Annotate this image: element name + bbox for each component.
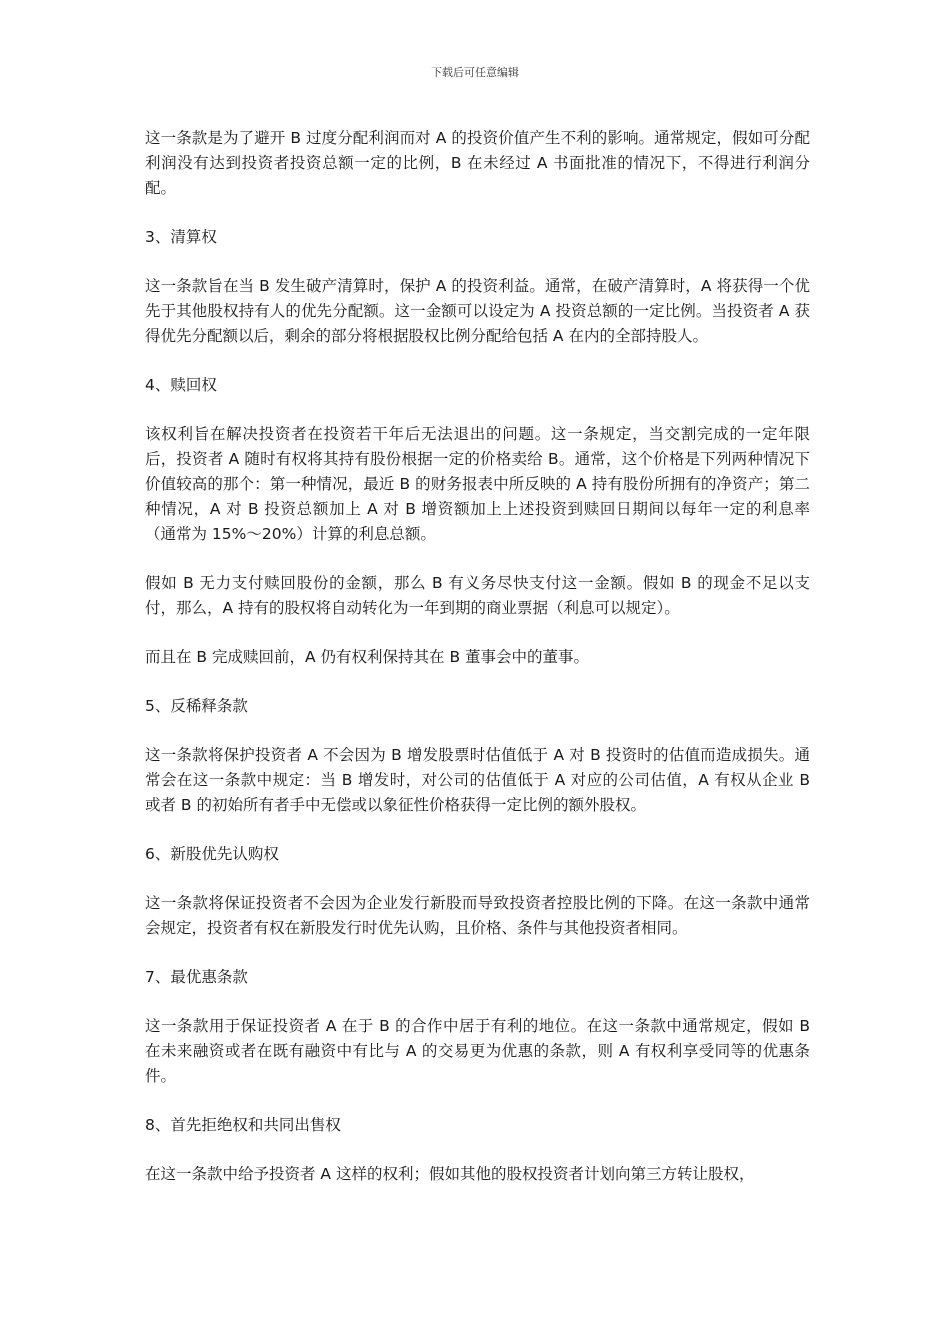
paragraph-anti-dilution: 这一条款将保护投资者 A 不会因为 B 增发股票时估值低于 A 对 B 投资时的估值而造成损失。通常会在这一条款中规定：当 B 增发时，对公司的估值低于 A 对应的公司估值，A 有权从企业 B 或者 B 的初始所有者手中无偿或以象征性价格获得一定比例的额外股权。 xyxy=(145,746,810,814)
paragraph-redemption-right-3: 而且在 B 完成赎回前，A 仍有权利保持其在 B 董事会中的董事。 xyxy=(145,648,590,666)
paragraph-profit-distribution: 这一条款是为了避开 B 过度分配利润而对 A 的投资价值产生不利的影响。通常规定，假如可分配利润没有达到投资者投资总额一定的比例，B 在未经过 A 书面批准的情况下，不得进行利润分配。 xyxy=(145,129,810,197)
heading-liquidation-right: 3、清算权 xyxy=(145,228,217,246)
heading-redemption-right: 4、赎回权 xyxy=(145,376,217,394)
page-header: 下载后可任意编辑 xyxy=(431,66,519,79)
paragraph-redemption-right-2: 假如 B 无力支付赎回股份的金额，那么 B 有义务尽快支付这一金额。假如 B 的现金不足以支付，那么，A 持有的股权将自动转化为一年到期的商业票据（利息可以规定）。 xyxy=(145,574,810,617)
document-body xyxy=(145,126,810,1187)
heading-most-favored: 7、最优惠条款 xyxy=(145,968,248,986)
paragraph-most-favored: 这一条款用于保证投资者 A 在于 B 的合作中居于有利的地位。在这一条款中通常规定，假如 B 在未来融资或者在既有融资中有比与 A 的交易更为优惠的条款，则 A 有权利享受同等的优惠条件。 xyxy=(145,1017,810,1085)
paragraph-redemption-right-1: 该权利旨在解决投资者在投资若干年后无法退出的问题。这一条规定，当交割完成的一定年限后，投资者 A 随时有权将其持有股份根据一定的价格卖给 B。通常，这个价格是下列两种情况下价值较高的那个：第一种情况，最近 B 的财务报表中所反映的 A 持有股份所拥有的净资产；第二种情况，A 对 B 投资总额加上 A 对 B 增资额加上上述投资到赎回日期间以每年一定的利息率（通常为 15%～20%）计算的利息总额。 xyxy=(145,425,810,543)
paragraph-liquidation-right: 这一条款旨在当 B 发生破产清算时，保护 A 的投资利益。通常，在破产清算时，A 将获得一个优先于其他股权持有人的优先分配额。这一金额可以设定为 A 投资总额的一定比例。当投资者 A 获得优先分配额以后，剩余的部分将根据股权比例分配给包括 A 在内的全部持股人。 xyxy=(145,277,810,345)
heading-first-refusal: 8、首先拒绝权和共同出售权 xyxy=(145,1116,341,1134)
heading-anti-dilution: 5、反稀释条款 xyxy=(145,697,248,715)
paragraph-preemptive-right: 这一条款将保证投资者不会因为企业发行新股而导致投资者控股比例的下降。在这一条款中通常会规定，投资者有权在新股发行时优先认购，且价格、条件与其他投资者相同。 xyxy=(145,894,810,937)
paragraph-first-refusal: 在这一条款中给予投资者 A 这样的权利；假如其他的股权投资者计划向第三方转让股权， xyxy=(145,1165,755,1183)
heading-preemptive-right: 6、新股优先认购权 xyxy=(145,845,279,863)
